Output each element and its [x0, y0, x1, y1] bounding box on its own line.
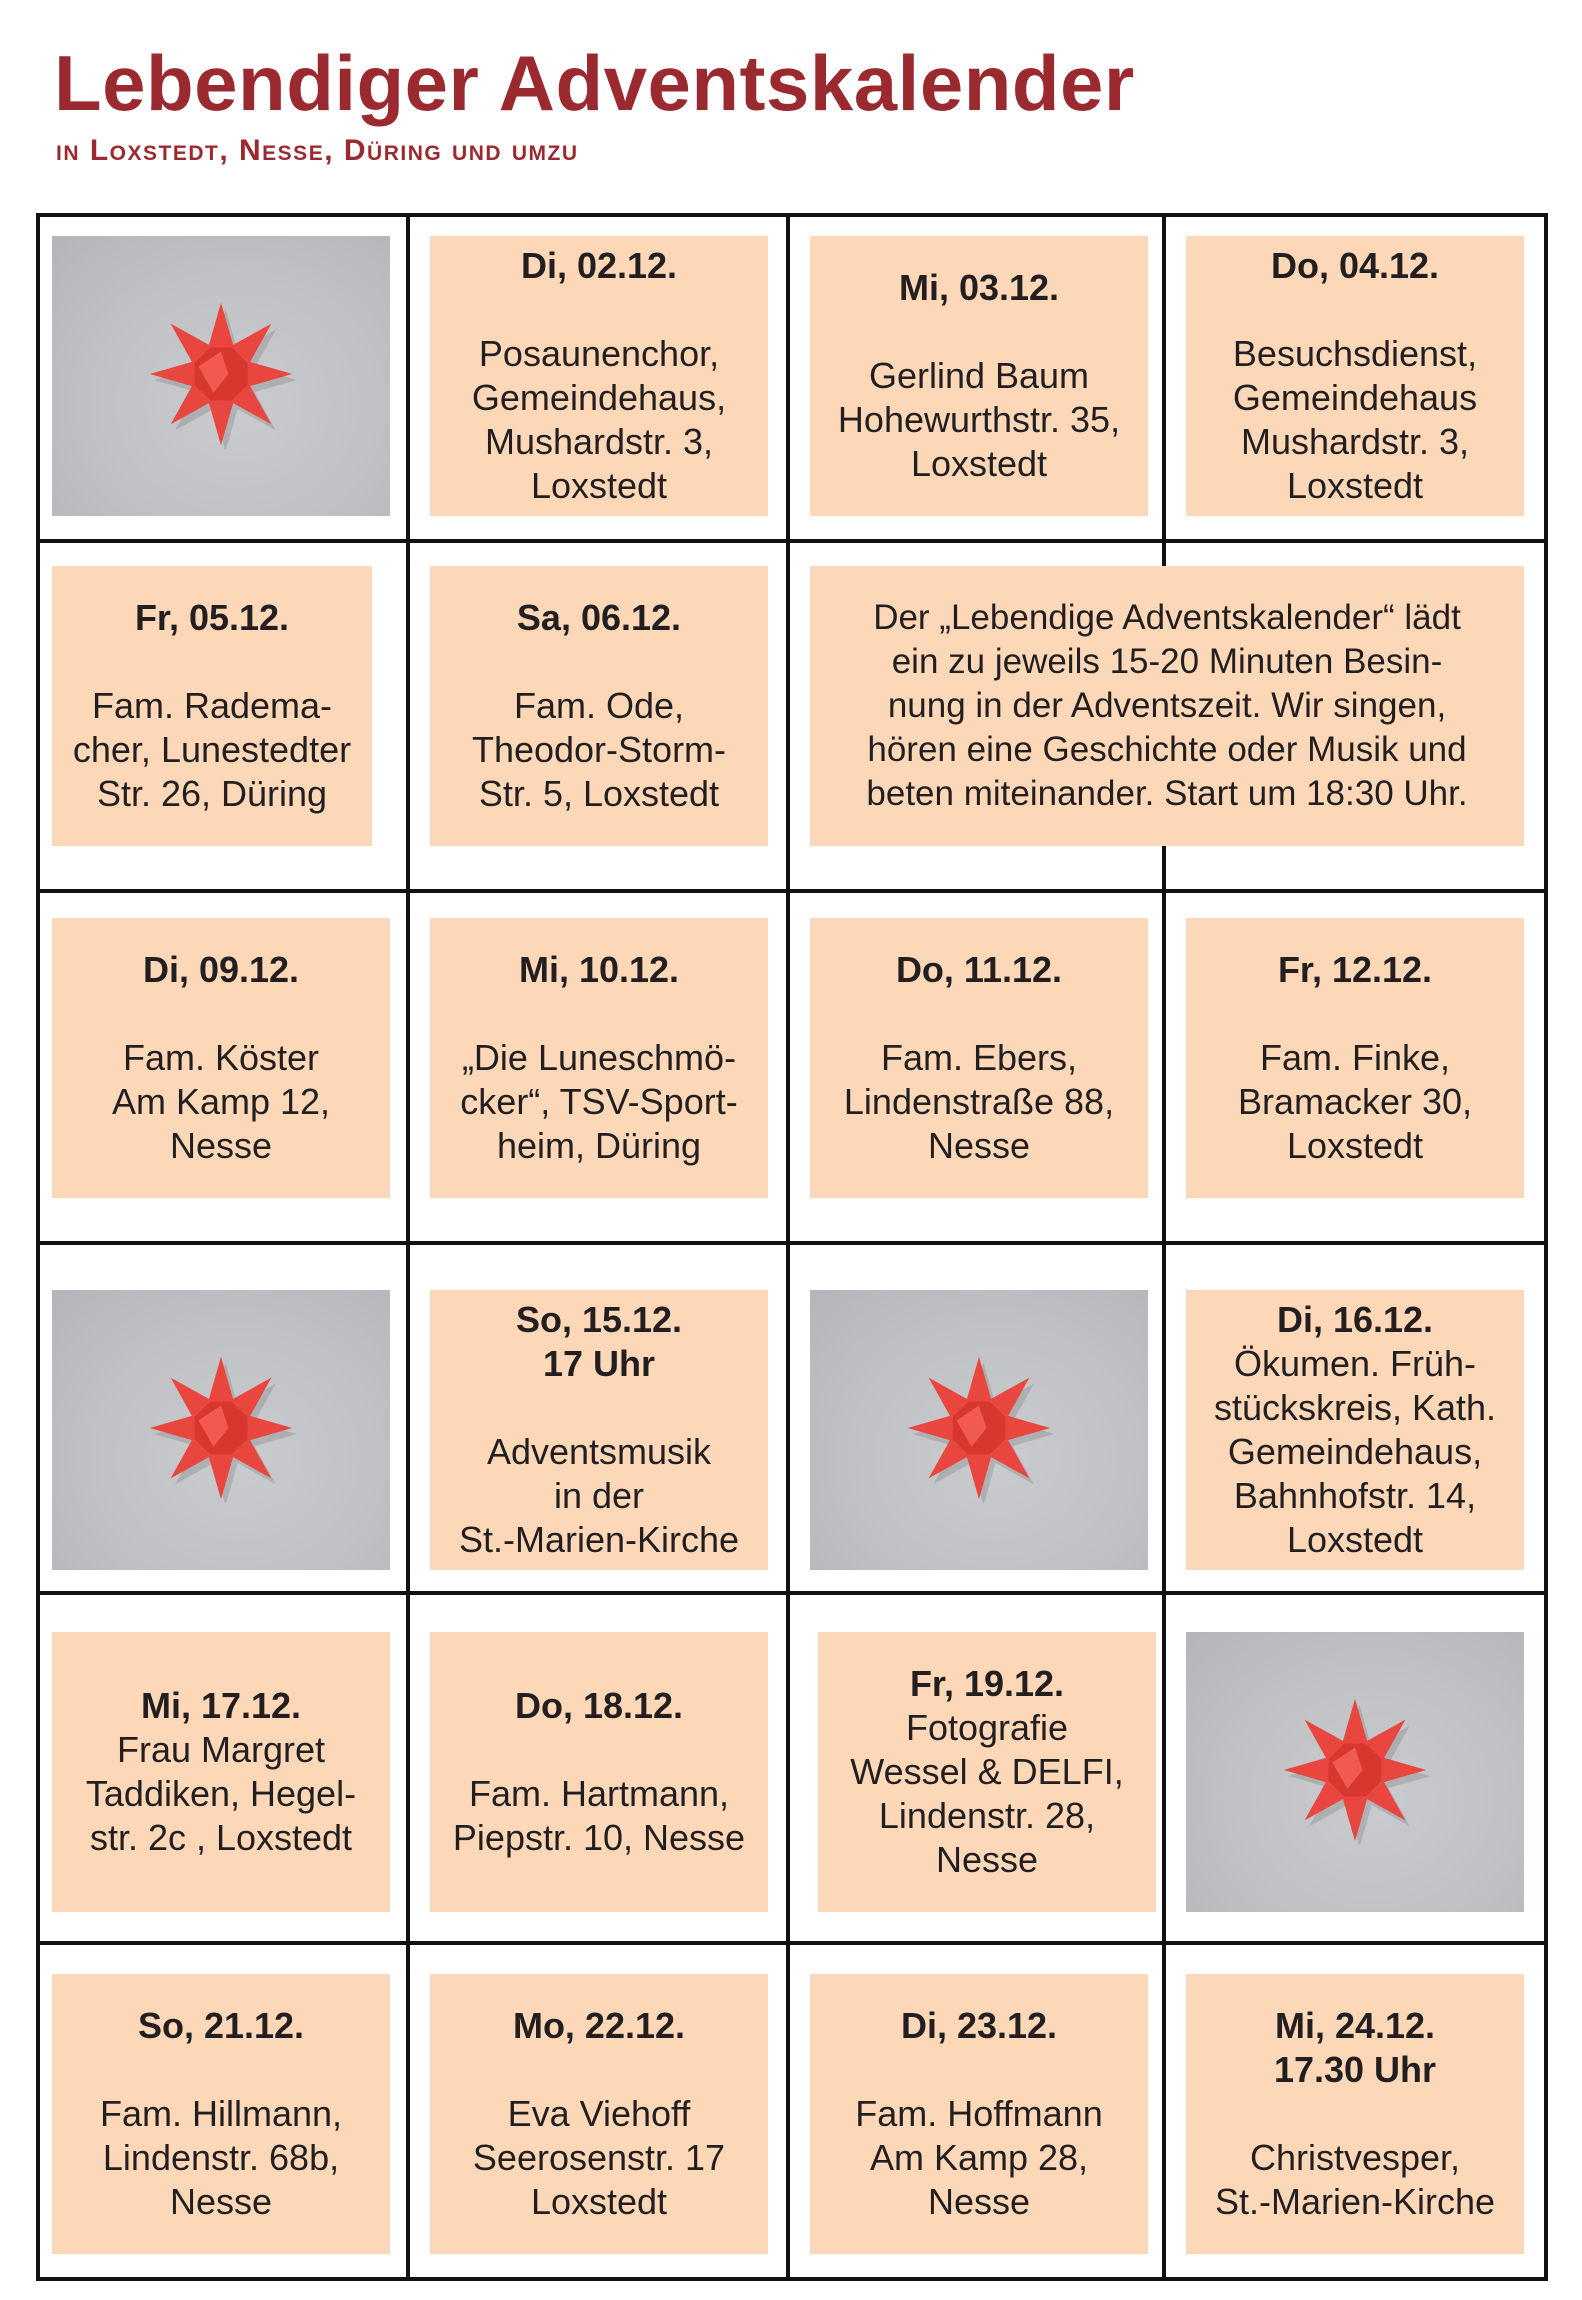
event-text-line: heim, Düring: [496, 1125, 702, 1166]
grid-line: [1544, 213, 1548, 2281]
page-subtitle: in Loxstedt, Nesse, Düring und umzu: [56, 134, 579, 167]
event-text-line: Hohewurthstr. 35,: [837, 399, 1121, 440]
event-date: Di, 09.12.: [142, 949, 300, 990]
event-text-line: Bahnhofstr. 14,: [1233, 1475, 1477, 1516]
star-photo: [810, 1290, 1148, 1570]
calendar-card: [52, 566, 372, 846]
event-text-line: Lindenstr. 68b,: [102, 2137, 340, 2178]
calendar-card: [1186, 918, 1524, 1198]
red-paper-star-icon: [146, 1353, 296, 1508]
grid-line: [36, 539, 1548, 543]
event-text-line: hören eine Geschichte oder Musik und: [867, 730, 1467, 769]
event-text-line: cker“, TSV-Sport-: [460, 1081, 738, 1122]
event-text-line: Nesse: [935, 1839, 1039, 1880]
event-text-line: Adventsmusik: [486, 1431, 712, 1472]
event-text-line: Nesse: [927, 2181, 1031, 2222]
calendar-card: [430, 918, 768, 1198]
event-text-line: Seerosenstr. 17: [472, 2137, 726, 2178]
event-text-line: Besuchsdienst,: [1232, 333, 1478, 374]
event-text-line: Mushardstr. 3,: [1240, 421, 1470, 462]
calendar-card: [810, 236, 1148, 516]
event-text-line: Loxstedt: [530, 465, 668, 506]
calendar-card: [810, 1974, 1148, 2254]
event-text-line: in der: [553, 1475, 645, 1516]
event-text-line: Theodor-Storm-: [471, 729, 727, 770]
event-text-line: Bramacker 30,: [1237, 1081, 1473, 1122]
event-text-line: Nesse: [927, 1125, 1031, 1166]
event-text-line: Fam. Hillmann,: [99, 2093, 343, 2134]
event-time: 17.30 Uhr: [1273, 2049, 1437, 2090]
event-text-line: Fam. Hoffmann: [855, 2093, 1103, 2134]
event-text-line: Fam. Radema-: [91, 685, 333, 726]
event-text-line: nung in der Adventszeit. Wir singen,: [887, 686, 1447, 725]
calendar-card: [1186, 1290, 1524, 1570]
event-text-line: Loxstedt: [910, 443, 1048, 484]
event-text-line: Der „Lebendige Adventskalender“ lädt: [873, 598, 1461, 637]
calendar-card: [430, 566, 768, 846]
event-date: Do, 18.12.: [514, 1685, 684, 1726]
event-date: So, 21.12.: [137, 2005, 305, 2046]
event-text-line: Loxstedt: [530, 2181, 668, 2222]
event-date: Mi, 10.12.: [518, 949, 680, 990]
event-text-line: Fam. Ebers,: [880, 1037, 1078, 1078]
calendar-card: [430, 1632, 768, 1912]
event-text-line: Fam. Finke,: [1259, 1037, 1451, 1078]
event-text-line: Fam. Hartmann,: [468, 1773, 730, 1814]
grid-line: [1162, 213, 1166, 2281]
red-paper-star-icon: [146, 299, 296, 454]
event-date: Di, 02.12.: [520, 245, 678, 286]
event-text-line: Christvesper,: [1249, 2137, 1461, 2178]
event-text-line: str. 2c , Loxstedt: [89, 1817, 353, 1858]
calendar-card: [52, 1974, 390, 2254]
event-text-line: Fotografie: [905, 1707, 1069, 1748]
event-text-line: Lindenstraße 88,: [843, 1081, 1115, 1122]
event-text-line: Frau Margret: [116, 1729, 326, 1770]
event-text-line: Str. 26, Düring: [96, 773, 328, 814]
event-text-line: St.-Marien-Kirche: [1214, 2181, 1496, 2222]
event-text-line: Am Kamp 28,: [869, 2137, 1089, 2178]
calendar-card: [818, 1632, 1156, 1912]
calendar-card: [430, 236, 768, 516]
event-date: Di, 23.12.: [900, 2005, 1058, 2046]
event-date: Mi, 03.12.: [898, 267, 1060, 308]
red-paper-star-icon: [904, 1353, 1054, 1508]
event-text-line: Piepstr. 10, Nesse: [452, 1817, 746, 1858]
grid-line: [786, 213, 790, 2281]
event-date: Fr, 05.12.: [134, 597, 290, 638]
star-photo: [1186, 1632, 1524, 1912]
grid-line: [36, 213, 1548, 217]
calendar-card: [52, 1632, 390, 1912]
event-text-line: ein zu jeweils 15-20 Minuten Besin-: [891, 642, 1443, 681]
grid-line: [36, 1591, 1548, 1595]
event-text-line: Mushardstr. 3,: [484, 421, 714, 462]
info-card: [810, 566, 1524, 846]
event-date: Sa, 06.12.: [516, 597, 682, 638]
calendar-card: [430, 1290, 768, 1570]
event-text-line: Lindenstr. 28,: [878, 1795, 1096, 1836]
grid-line: [36, 2277, 1548, 2281]
event-text-line: Loxstedt: [1286, 1125, 1424, 1166]
event-date: Fr, 12.12.: [1277, 949, 1433, 990]
event-date: Do, 11.12.: [895, 949, 1063, 990]
star-photo: [52, 236, 390, 516]
event-date: Mo, 22.12.: [512, 2005, 686, 2046]
event-text-line: Eva Viehoff: [507, 2093, 691, 2134]
grid-line: [36, 889, 1548, 893]
event-text-line: Nesse: [169, 1125, 273, 1166]
event-text-line: „Die Luneschmö-: [461, 1037, 737, 1078]
event-text-line: Gemeindehaus,: [1227, 1431, 1483, 1472]
event-text-line: St.-Marien-Kirche: [458, 1519, 740, 1560]
event-date: So, 15.12.: [515, 1299, 683, 1340]
grid-line: [36, 1241, 1548, 1245]
event-text-line: Wessel & DELFI,: [850, 1751, 1124, 1792]
page-title: Lebendiger Adventskalender: [54, 39, 1135, 127]
event-time: 17 Uhr: [542, 1343, 656, 1384]
event-text-line: Str. 5, Loxstedt: [478, 773, 720, 814]
event-text-line: cher, Lunestedter: [72, 729, 352, 770]
calendar-grid: [36, 213, 1548, 2281]
event-text-line: Loxstedt: [1286, 1519, 1424, 1560]
event-text-line: Fam. Köster: [122, 1037, 320, 1078]
event-date: Mi, 24.12.: [1274, 2005, 1436, 2046]
grid-line: [406, 213, 410, 2281]
calendar-card: [1186, 236, 1524, 516]
grid-line: [36, 213, 40, 2281]
event-text-line: Taddiken, Hegel-: [85, 1773, 357, 1814]
event-text-line: Fam. Ode,: [513, 685, 685, 726]
event-text-line: stückskreis, Kath.: [1213, 1387, 1497, 1428]
event-text-line: Gemeindehaus,: [471, 377, 727, 418]
calendar-card: [1186, 1974, 1524, 2254]
event-date: Mi, 17.12.: [140, 1685, 302, 1726]
event-text-line: Loxstedt: [1286, 465, 1424, 506]
star-photo: [52, 1290, 390, 1570]
event-text-line: Gemeindehaus: [1232, 377, 1478, 418]
event-text-line: beten miteinander. Start um 18:30 Uhr.: [866, 774, 1468, 813]
event-date: Di, 16.12.: [1276, 1299, 1434, 1340]
event-date: Do, 04.12.: [1270, 245, 1440, 286]
event-text-line: Ökumen. Früh-: [1233, 1343, 1477, 1384]
event-text-line: Gerlind Baum: [868, 355, 1090, 396]
red-paper-star-icon: [1280, 1695, 1430, 1850]
event-text-line: Posaunenchor,: [478, 333, 720, 374]
grid-line: [36, 1941, 1548, 1945]
calendar-card: [430, 1974, 768, 2254]
calendar-card: [810, 918, 1148, 1198]
event-text-line: Nesse: [169, 2181, 273, 2222]
event-text-line: Am Kamp 12,: [111, 1081, 331, 1122]
calendar-card: [52, 918, 390, 1198]
event-date: Fr, 19.12.: [909, 1663, 1065, 1704]
